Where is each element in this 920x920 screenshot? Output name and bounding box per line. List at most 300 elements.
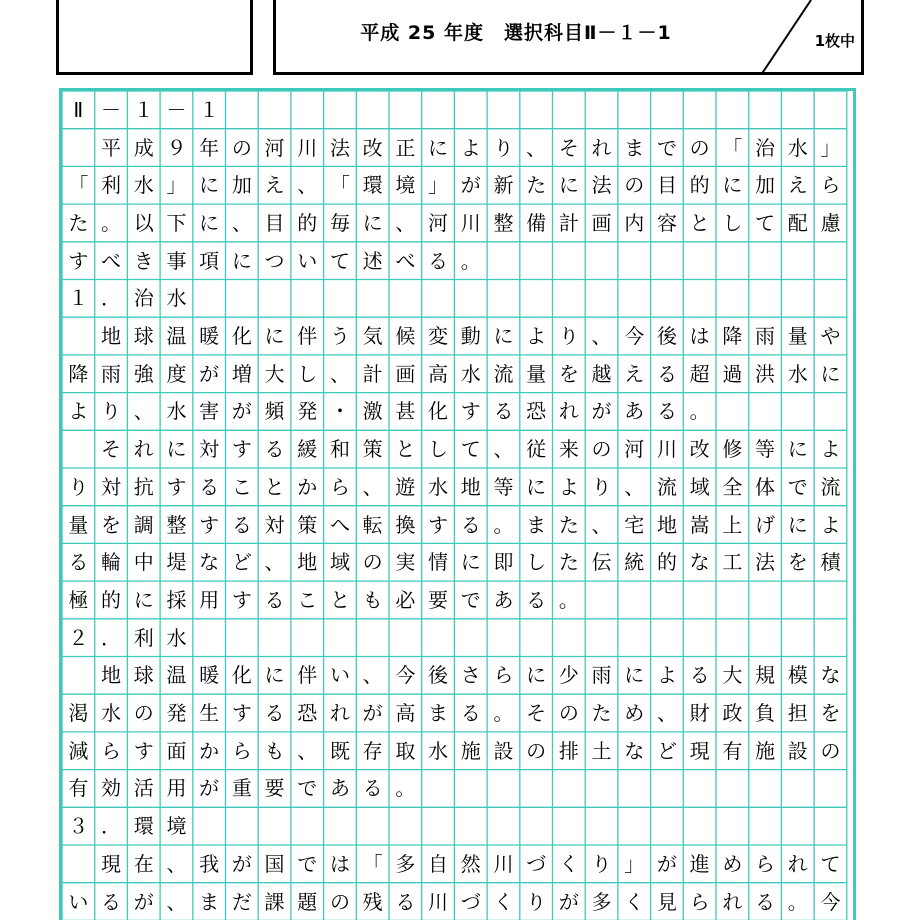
manuscript-char: 量: [68, 512, 89, 537]
manuscript-char: 大: [264, 361, 285, 386]
manuscript-char: 。: [493, 512, 514, 537]
page-title: 平成 25 年度 選択科目Ⅱ－１－1: [360, 22, 672, 44]
manuscript-char: 平: [101, 135, 122, 160]
manuscript-char: の: [820, 738, 841, 763]
manuscript-char: ま: [526, 512, 547, 537]
manuscript-char: 川: [428, 889, 449, 914]
manuscript-char: ．: [101, 286, 122, 311]
manuscript-char: 今: [395, 663, 416, 688]
manuscript-char: へ: [329, 512, 350, 537]
manuscript-char: 強: [133, 361, 154, 386]
manuscript-char: 要: [428, 587, 449, 612]
manuscript-char: 流: [493, 361, 514, 386]
manuscript-char: 変: [428, 324, 449, 349]
manuscript-char: や: [820, 324, 841, 349]
manuscript-char: 等: [755, 437, 776, 462]
manuscript-char: な: [820, 663, 841, 688]
manuscript-char: り: [493, 135, 514, 160]
manuscript-char: す: [460, 399, 481, 424]
manuscript-char: べ: [395, 248, 416, 273]
manuscript-char: 球: [133, 663, 154, 688]
manuscript-char: 必: [395, 587, 416, 612]
manuscript-char: た: [526, 173, 547, 198]
manuscript-char: る: [460, 512, 481, 537]
manuscript-char: に: [264, 324, 285, 349]
manuscript-char: す: [166, 474, 187, 499]
manuscript-char: 洪: [755, 361, 776, 386]
manuscript-char: よ: [820, 437, 841, 462]
manuscript-char: 策: [362, 437, 383, 462]
manuscript-char: る: [689, 663, 710, 688]
manuscript-char: 量: [787, 324, 808, 349]
manuscript-char: か: [297, 474, 318, 499]
manuscript-char: 宅: [624, 512, 645, 537]
manuscript-char: 対: [199, 437, 220, 462]
manuscript-char: 負: [755, 701, 776, 726]
manuscript-char: よ: [820, 512, 841, 537]
manuscript-char: に: [133, 587, 154, 612]
manuscript-char: 修: [722, 437, 743, 462]
manuscript-char: 統: [624, 550, 645, 575]
manuscript-char: る: [231, 512, 252, 537]
manuscript-char: 今: [624, 324, 645, 349]
manuscript-char: 越: [591, 361, 612, 386]
manuscript-char: 画: [395, 361, 416, 386]
manuscript-char: に: [820, 361, 841, 386]
manuscript-char: ま: [624, 135, 645, 160]
manuscript-char: 降: [722, 324, 743, 349]
manuscript-char: り: [526, 889, 547, 914]
manuscript-char: 残: [362, 889, 383, 914]
manuscript-char: 担: [787, 701, 808, 726]
manuscript-char: 容: [656, 210, 677, 235]
manuscript-char: 重: [231, 776, 252, 801]
manuscript-char: ら: [231, 738, 252, 763]
manuscript-char: ら: [820, 173, 841, 198]
manuscript-char: あ: [493, 587, 514, 612]
manuscript-char: く: [558, 851, 579, 876]
manuscript-char: 、: [166, 851, 187, 876]
manuscript-char: る: [264, 437, 285, 462]
manuscript-char: 、: [526, 135, 547, 160]
manuscript-char: 渇: [68, 701, 89, 726]
manuscript-char: 、: [395, 210, 416, 235]
manuscript-char: 項: [199, 248, 220, 273]
manuscript-char: の: [591, 437, 612, 462]
manuscript-char: [62, 129, 95, 167]
manuscript-char: れ: [787, 851, 808, 876]
manuscript-char: 高: [395, 701, 416, 726]
manuscript-char: 用: [199, 587, 220, 612]
manuscript-char: 的: [689, 173, 710, 198]
manuscript-char: 「: [362, 851, 383, 876]
manuscript-char: 川: [656, 437, 677, 462]
manuscript-char: 「: [329, 173, 350, 198]
manuscript-char: り: [591, 851, 612, 876]
manuscript-char: が: [460, 173, 481, 198]
manuscript-char: の: [624, 173, 645, 198]
manuscript-char: 。: [558, 587, 579, 612]
manuscript-char: １: [68, 286, 89, 311]
manuscript-char: ど: [231, 550, 252, 575]
manuscript-char: 境: [395, 173, 416, 198]
manuscript-char: 的: [101, 587, 122, 612]
manuscript-char: る: [264, 587, 285, 612]
manuscript-char: が: [133, 889, 154, 914]
manuscript-char: 量: [526, 361, 547, 386]
manuscript-char: 全: [722, 474, 743, 499]
manuscript-char: の: [558, 701, 579, 726]
manuscript-char: 対: [101, 474, 122, 499]
manuscript-char: の: [231, 135, 252, 160]
manuscript-char: 、: [591, 324, 612, 349]
manuscript-char: 」: [166, 173, 187, 198]
manuscript-char: 目: [264, 210, 285, 235]
manuscript-char: 甚: [395, 399, 416, 424]
manuscript-char: 的: [297, 210, 318, 235]
manuscript-char: こ: [231, 474, 252, 499]
manuscript-char: 効: [101, 776, 122, 801]
manuscript-char: す: [231, 437, 252, 462]
manuscript-char: る: [264, 701, 285, 726]
manuscript-char: い: [68, 889, 89, 914]
manuscript-char: 。: [395, 776, 416, 801]
manuscript-char: 然: [460, 851, 481, 876]
manuscript-char: は: [689, 324, 710, 349]
manuscript-char: 排: [558, 738, 579, 763]
manuscript-char: 。: [460, 248, 481, 273]
manuscript-char: り: [591, 474, 612, 499]
manuscript-char: 従: [526, 437, 547, 462]
manuscript-char: 水: [166, 286, 187, 311]
manuscript-char: り: [558, 324, 579, 349]
manuscript-char: え: [787, 173, 808, 198]
manuscript-char: 」: [428, 173, 449, 198]
manuscript-char: 」: [624, 851, 645, 876]
manuscript-char: よ: [656, 663, 677, 688]
manuscript-char: 水: [101, 701, 122, 726]
manuscript-char: 過: [722, 361, 743, 386]
manuscript-char: 激: [362, 399, 383, 424]
manuscript-char: が: [231, 851, 252, 876]
manuscript-char: ま: [199, 889, 220, 914]
manuscript-char: 設: [493, 738, 514, 763]
manuscript-char: で: [297, 776, 318, 801]
manuscript-char: 度: [166, 361, 187, 386]
manuscript-char: を: [101, 512, 122, 537]
manuscript-char: ２: [68, 625, 89, 650]
manuscript-char: 正: [395, 135, 416, 160]
manuscript-char: か: [199, 738, 220, 763]
manuscript-char: さ: [460, 663, 481, 688]
manuscript-char: に: [787, 437, 808, 462]
manuscript-char: 抗: [133, 474, 154, 499]
manuscript-char: 恐: [526, 399, 547, 424]
manuscript-char: り: [68, 474, 89, 499]
manuscript-char: な: [199, 550, 220, 575]
manuscript-char: 策: [297, 512, 318, 537]
manuscript-char: ま: [428, 701, 449, 726]
manuscript-char: と: [395, 437, 416, 462]
manuscript-char: が: [199, 776, 220, 801]
manuscript-char: の: [689, 135, 710, 160]
manuscript-char: は: [329, 851, 350, 876]
manuscript-char: り: [101, 399, 122, 424]
manuscript-char: る: [428, 248, 449, 273]
manuscript-char: 既: [329, 738, 350, 763]
manuscript-char: と: [264, 474, 285, 499]
manuscript-char: 治: [755, 135, 776, 160]
manuscript-char: に: [722, 173, 743, 198]
manuscript-char: に: [199, 173, 220, 198]
manuscript-char: 利: [133, 625, 154, 650]
manuscript-char: 成: [133, 135, 154, 160]
manuscript-char: 減: [68, 738, 89, 763]
manuscript-char: い: [297, 248, 318, 273]
manuscript-char: に: [362, 210, 383, 235]
manuscript-char: が: [656, 851, 677, 876]
manuscript-char: を: [558, 361, 579, 386]
manuscript-char: に: [787, 512, 808, 537]
manuscript-char: 流: [820, 474, 841, 499]
manuscript-char: も: [264, 738, 285, 763]
manuscript-char: 化: [428, 399, 449, 424]
manuscript-char: す: [231, 701, 252, 726]
manuscript-char: れ: [591, 135, 612, 160]
manuscript-char: ど: [656, 738, 677, 763]
manuscript-char: 中: [133, 550, 154, 575]
manuscript-char: 財: [689, 701, 710, 726]
manuscript-char: の: [329, 889, 350, 914]
manuscript-char: 整: [166, 512, 187, 537]
manuscript-char: る: [395, 889, 416, 914]
manuscript-char: 換: [395, 512, 416, 537]
manuscript-char: 堤: [166, 550, 187, 575]
manuscript-char: 毎: [329, 210, 350, 235]
manuscript-char: 整: [493, 210, 514, 235]
manuscript-char: き: [133, 248, 154, 273]
manuscript-char: 規: [755, 663, 776, 688]
manuscript-char: 極: [68, 587, 89, 612]
manuscript-char: し: [526, 550, 547, 575]
manuscript-char: の: [526, 738, 547, 763]
manuscript-char: 上: [722, 512, 743, 537]
manuscript-char: に: [558, 173, 579, 198]
manuscript-char: し: [722, 210, 743, 235]
manuscript-char: う: [329, 324, 350, 349]
manuscript-char: す: [428, 512, 449, 537]
manuscript-char: 生: [199, 701, 220, 726]
manuscript-char: 課: [264, 889, 285, 914]
manuscript-char: 設: [787, 738, 808, 763]
manuscript-char: も: [362, 587, 383, 612]
manuscript-char: て: [460, 437, 481, 462]
manuscript-char: の: [362, 550, 383, 575]
manuscript-char: 」: [820, 135, 841, 160]
manuscript-char: く: [493, 889, 514, 914]
manuscript-char: 、: [656, 701, 677, 726]
manuscript-char: つ: [264, 248, 285, 273]
manuscript-char: 動: [460, 324, 481, 349]
manuscript-char: 多: [395, 851, 416, 876]
manuscript-char: 面: [166, 738, 187, 763]
manuscript-char: 調: [133, 512, 154, 537]
manuscript-char: よ: [68, 399, 89, 424]
manuscript-char: に: [624, 663, 645, 688]
manuscript-char: そ: [558, 135, 579, 160]
manuscript-char: 河: [428, 210, 449, 235]
manuscript-char: 有: [722, 738, 743, 763]
manuscript-char: ら: [329, 474, 350, 499]
manuscript-char: 伴: [297, 663, 318, 688]
manuscript-char: 計: [558, 210, 579, 235]
manuscript-char: 的: [656, 550, 677, 575]
manuscript-char: 後: [428, 663, 449, 688]
manuscript-char: 「: [722, 135, 743, 160]
manuscript-char: ．: [101, 625, 122, 650]
manuscript-char: な: [624, 738, 645, 763]
manuscript-char: 積: [820, 550, 841, 575]
manuscript-char: 目: [656, 173, 677, 198]
manuscript-char: 川: [493, 851, 514, 876]
manuscript-char: 地: [101, 663, 122, 688]
manuscript-char: 転: [362, 512, 383, 537]
manuscript-char: 、: [264, 550, 285, 575]
manuscript-char: 水: [428, 738, 449, 763]
manuscript-char: だ: [231, 889, 252, 914]
manuscript-char: よ: [526, 324, 547, 349]
manuscript-char: 情: [428, 550, 449, 575]
manuscript-char: ３: [68, 814, 89, 839]
manuscript-char: に: [264, 663, 285, 688]
manuscript-char: す: [231, 587, 252, 612]
manuscript-char: そ: [101, 437, 122, 462]
manuscript-char: に: [199, 210, 220, 235]
name-field-box: [56, 0, 253, 75]
manuscript-char: －: [166, 97, 187, 122]
manuscript-char: ．: [101, 814, 122, 839]
manuscript-char: な: [689, 550, 710, 575]
manuscript-char: 温: [166, 324, 187, 349]
manuscript-char: が: [199, 361, 220, 386]
manuscript-char: た: [68, 210, 89, 235]
manuscript-char: 取: [395, 738, 416, 763]
manuscript-char: え: [264, 173, 285, 198]
manuscript-char: 来: [558, 437, 579, 462]
manuscript-char: １: [199, 97, 220, 122]
manuscript-char: 下: [166, 210, 187, 235]
manuscript-char: て: [820, 851, 841, 876]
manuscript-char: で: [787, 474, 808, 499]
manuscript-char: 述: [362, 248, 383, 273]
manuscript-char: 害: [199, 399, 220, 424]
manuscript-char: 伝: [591, 550, 612, 575]
manuscript-char: い: [329, 663, 350, 688]
manuscript-char: 後: [656, 324, 677, 349]
manuscript-char: で: [460, 587, 481, 612]
manuscript-char: 頻: [264, 399, 285, 424]
manuscript-char: 。: [787, 889, 808, 914]
manuscript-char: 緩: [297, 437, 318, 462]
manuscript-char: Ⅱ: [73, 97, 84, 122]
manuscript-char: 多: [591, 889, 612, 914]
manuscript-char: え: [624, 361, 645, 386]
manuscript-char: に: [493, 324, 514, 349]
manuscript-char: 治: [133, 286, 154, 311]
manuscript-char: に: [460, 550, 481, 575]
manuscript-char: に: [231, 248, 252, 273]
manuscript-char: －: [101, 97, 122, 122]
manuscript-char: あ: [329, 776, 350, 801]
manuscript-char: る: [362, 776, 383, 801]
manuscript-char: 水: [460, 361, 481, 386]
manuscript-char: 雨: [591, 663, 612, 688]
manuscript-char: [62, 845, 95, 883]
manuscript-char: れ: [329, 701, 350, 726]
manuscript-char: [62, 430, 95, 468]
manuscript-char: 増: [231, 361, 252, 386]
manuscript-char: 我: [199, 851, 220, 876]
manuscript-char: た: [558, 512, 579, 537]
manuscript-char: 、: [362, 474, 383, 499]
manuscript-char: が: [231, 399, 252, 424]
manuscript-char: す: [199, 512, 220, 537]
manuscript-char: 雨: [101, 361, 122, 386]
manuscript-char: る: [656, 361, 677, 386]
manuscript-char: 、: [591, 512, 612, 537]
manuscript-char: れ: [558, 399, 579, 424]
manuscript-char: し: [428, 437, 449, 462]
manuscript-char: 球: [133, 324, 154, 349]
manuscript-char: 即: [493, 550, 514, 575]
manuscript-char: た: [558, 550, 579, 575]
manuscript-char: 暖: [199, 663, 220, 688]
manuscript-char: 域: [329, 550, 350, 575]
manuscript-char: 、: [166, 889, 187, 914]
manuscript-char: 加: [231, 173, 252, 198]
manuscript-char: 模: [787, 663, 808, 688]
manuscript-char: て: [329, 248, 350, 273]
manuscript-char: る: [526, 587, 547, 612]
manuscript-char: 水: [166, 399, 187, 424]
manuscript-char: て: [755, 210, 776, 235]
manuscript-char: １: [133, 97, 154, 122]
manuscript-char: ら: [755, 851, 776, 876]
manuscript-char: 法: [755, 550, 776, 575]
manuscript-char: 水: [133, 173, 154, 198]
manuscript-char: 利: [101, 173, 122, 198]
manuscript-char: 活: [133, 776, 154, 801]
manuscript-char: く: [624, 889, 645, 914]
manuscript-char: 地: [297, 550, 318, 575]
manuscript-char: 地: [656, 512, 677, 537]
manuscript-char: を: [820, 701, 841, 726]
manuscript-char: 題: [297, 889, 318, 914]
manuscript-char: 地: [460, 474, 481, 499]
manuscript-char: 政: [722, 701, 743, 726]
manuscript-char: 超: [689, 361, 710, 386]
manuscript-char: 現: [689, 738, 710, 763]
manuscript-char: 在: [133, 851, 154, 876]
manuscript-char: 候: [395, 324, 416, 349]
manuscript-char: と: [329, 587, 350, 612]
manuscript-char: る: [493, 399, 514, 424]
manuscript-char: 内: [624, 210, 645, 235]
manuscript-char: ９: [166, 135, 187, 160]
manuscript-char: 計: [362, 361, 383, 386]
manuscript-char: 河: [264, 135, 285, 160]
manuscript-char: る: [656, 399, 677, 424]
